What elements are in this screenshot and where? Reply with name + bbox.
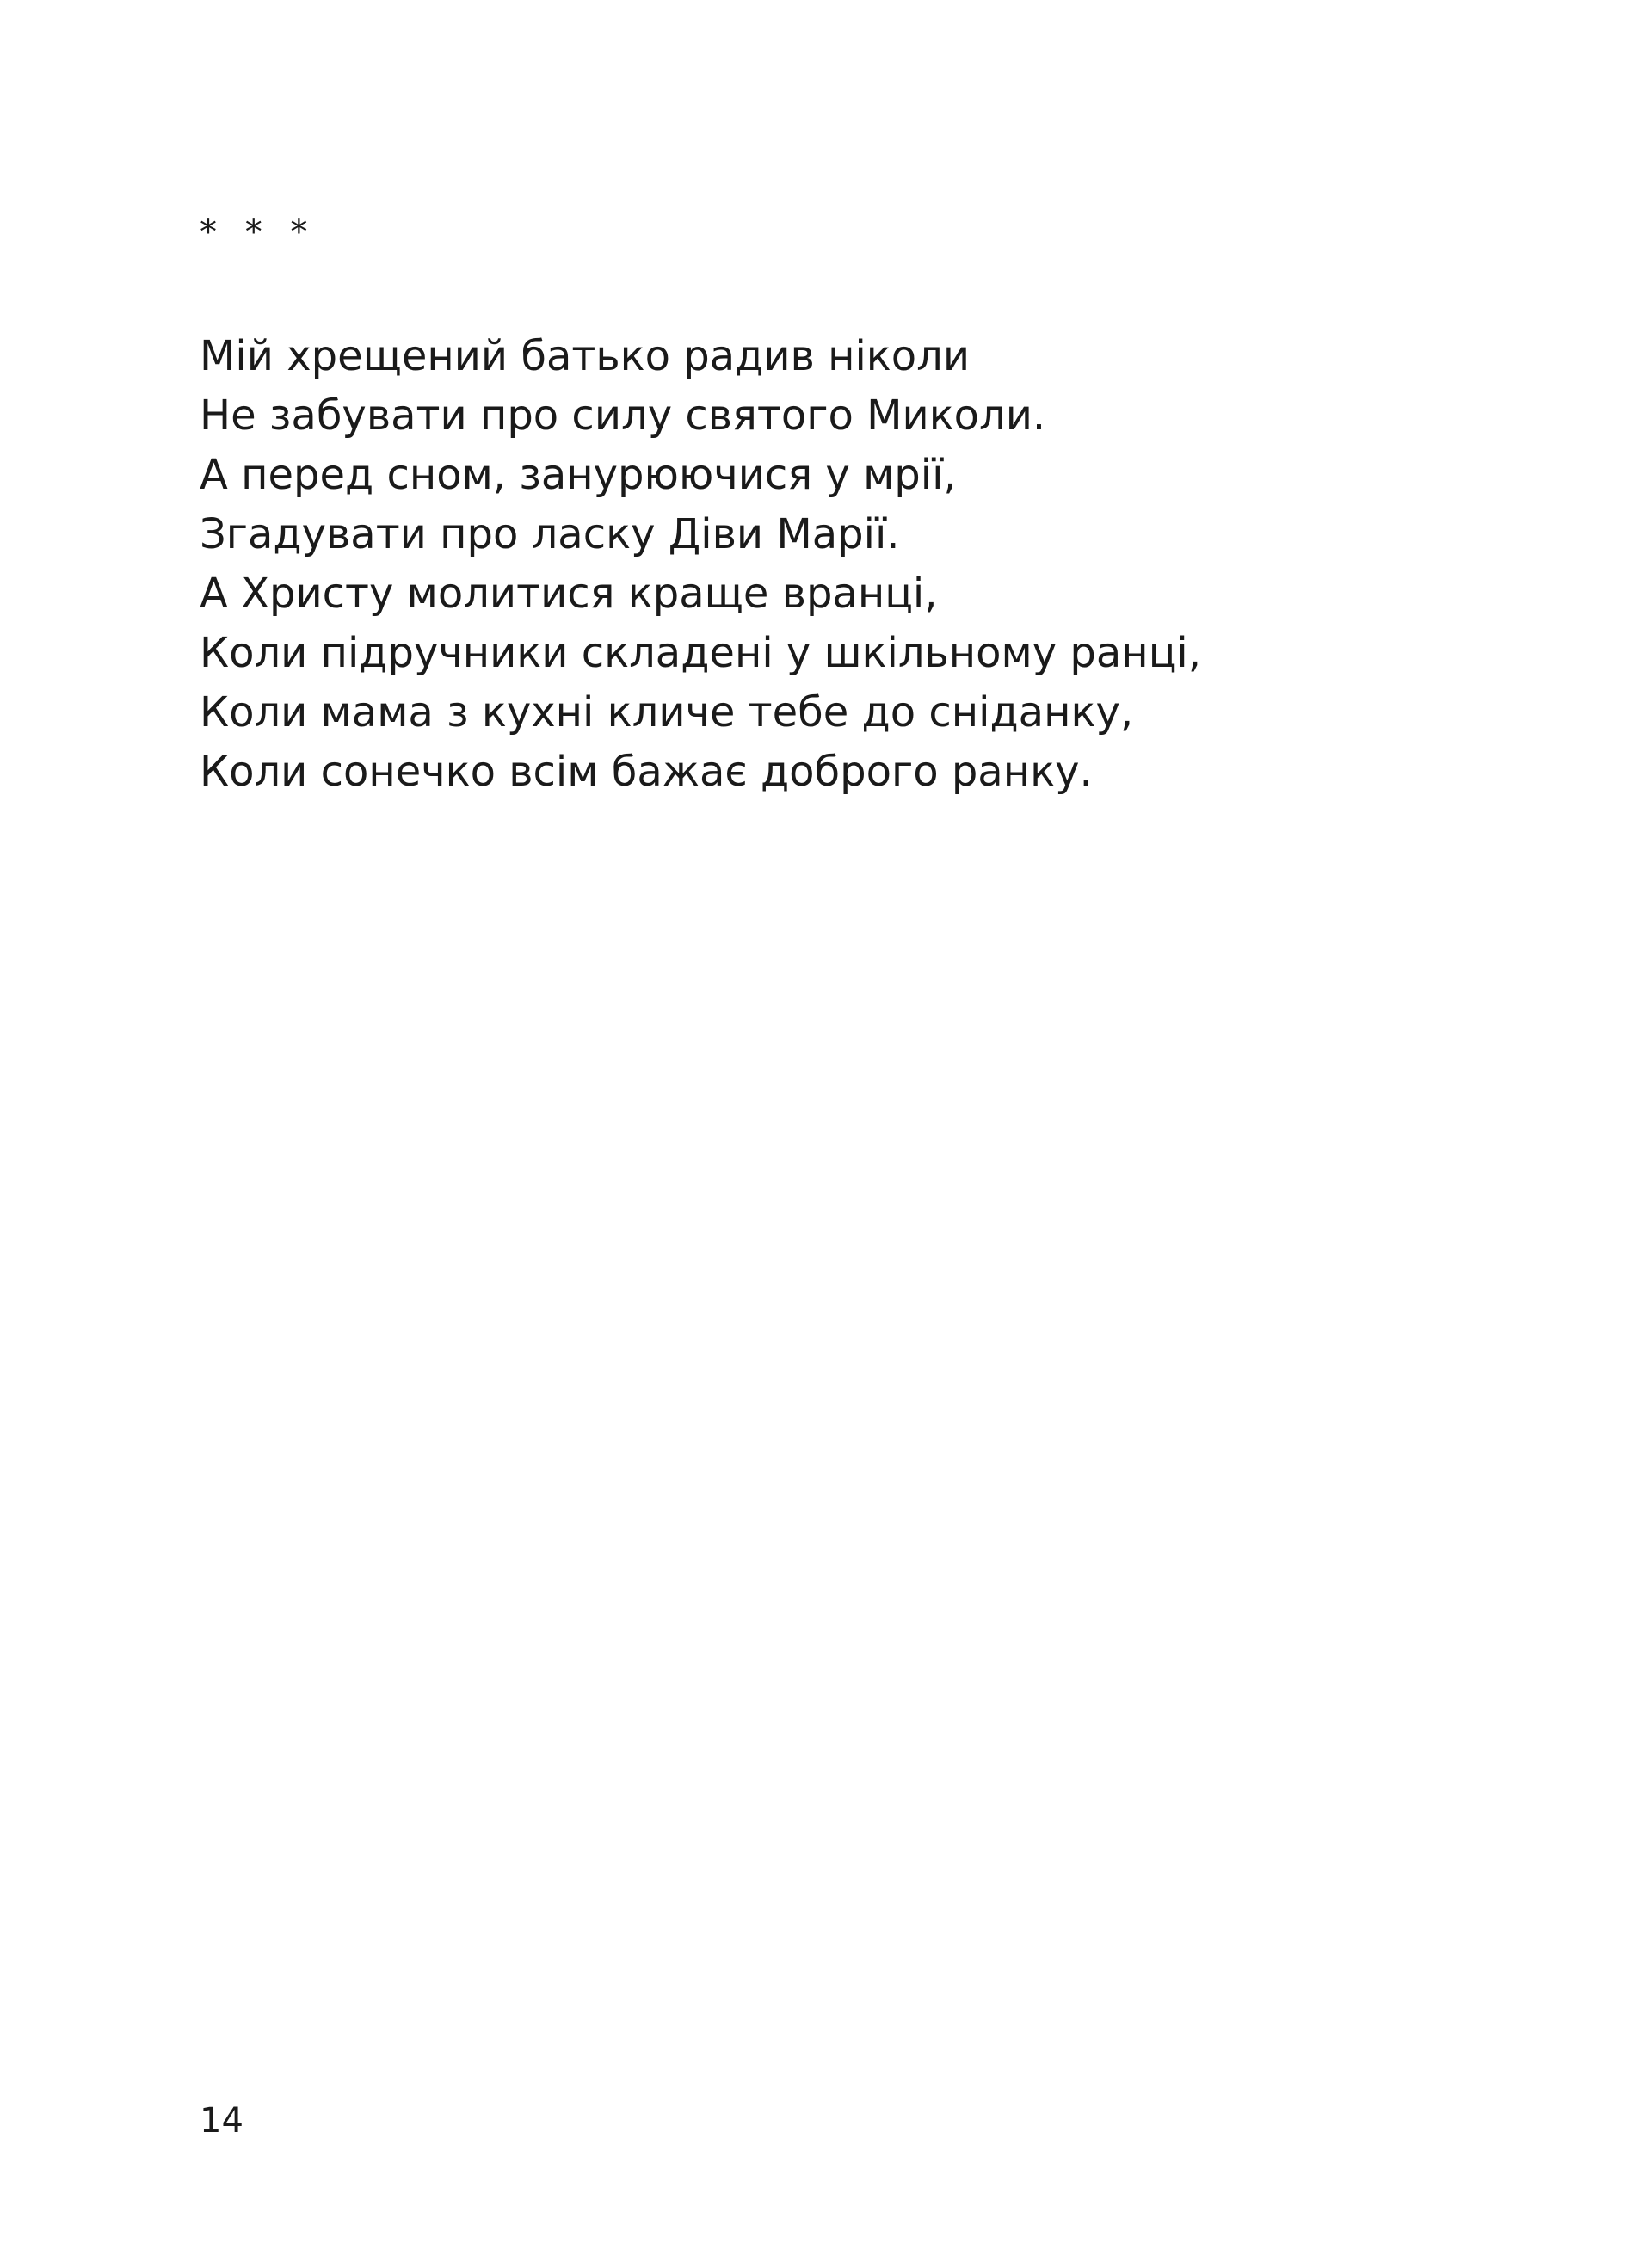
poem-line: А перед сном, занурюючися у мрії, — [200, 451, 957, 499]
poem-line: Згадувати про ласку Діви Марії. — [200, 510, 900, 558]
poem-line: Мій хрещений батько радив ніколи — [200, 332, 971, 380]
section-separator: * * * — [200, 213, 317, 252]
poem-line: Не забувати про силу святого Миколи. — [200, 391, 1046, 440]
poem-line: Коли підручники складені у шкільному ранці, — [200, 629, 1201, 677]
poem — [200, 327, 1201, 802]
page-number: 14 — [200, 2101, 243, 2141]
poem-line: А Христу молитися краще вранці, — [200, 570, 938, 618]
poem-line: Коли мама з кухні кличе тебе до сніданку, — [200, 688, 1134, 736]
poem-line: Коли сонечко всім бажає доброго ранку. — [200, 748, 1093, 796]
